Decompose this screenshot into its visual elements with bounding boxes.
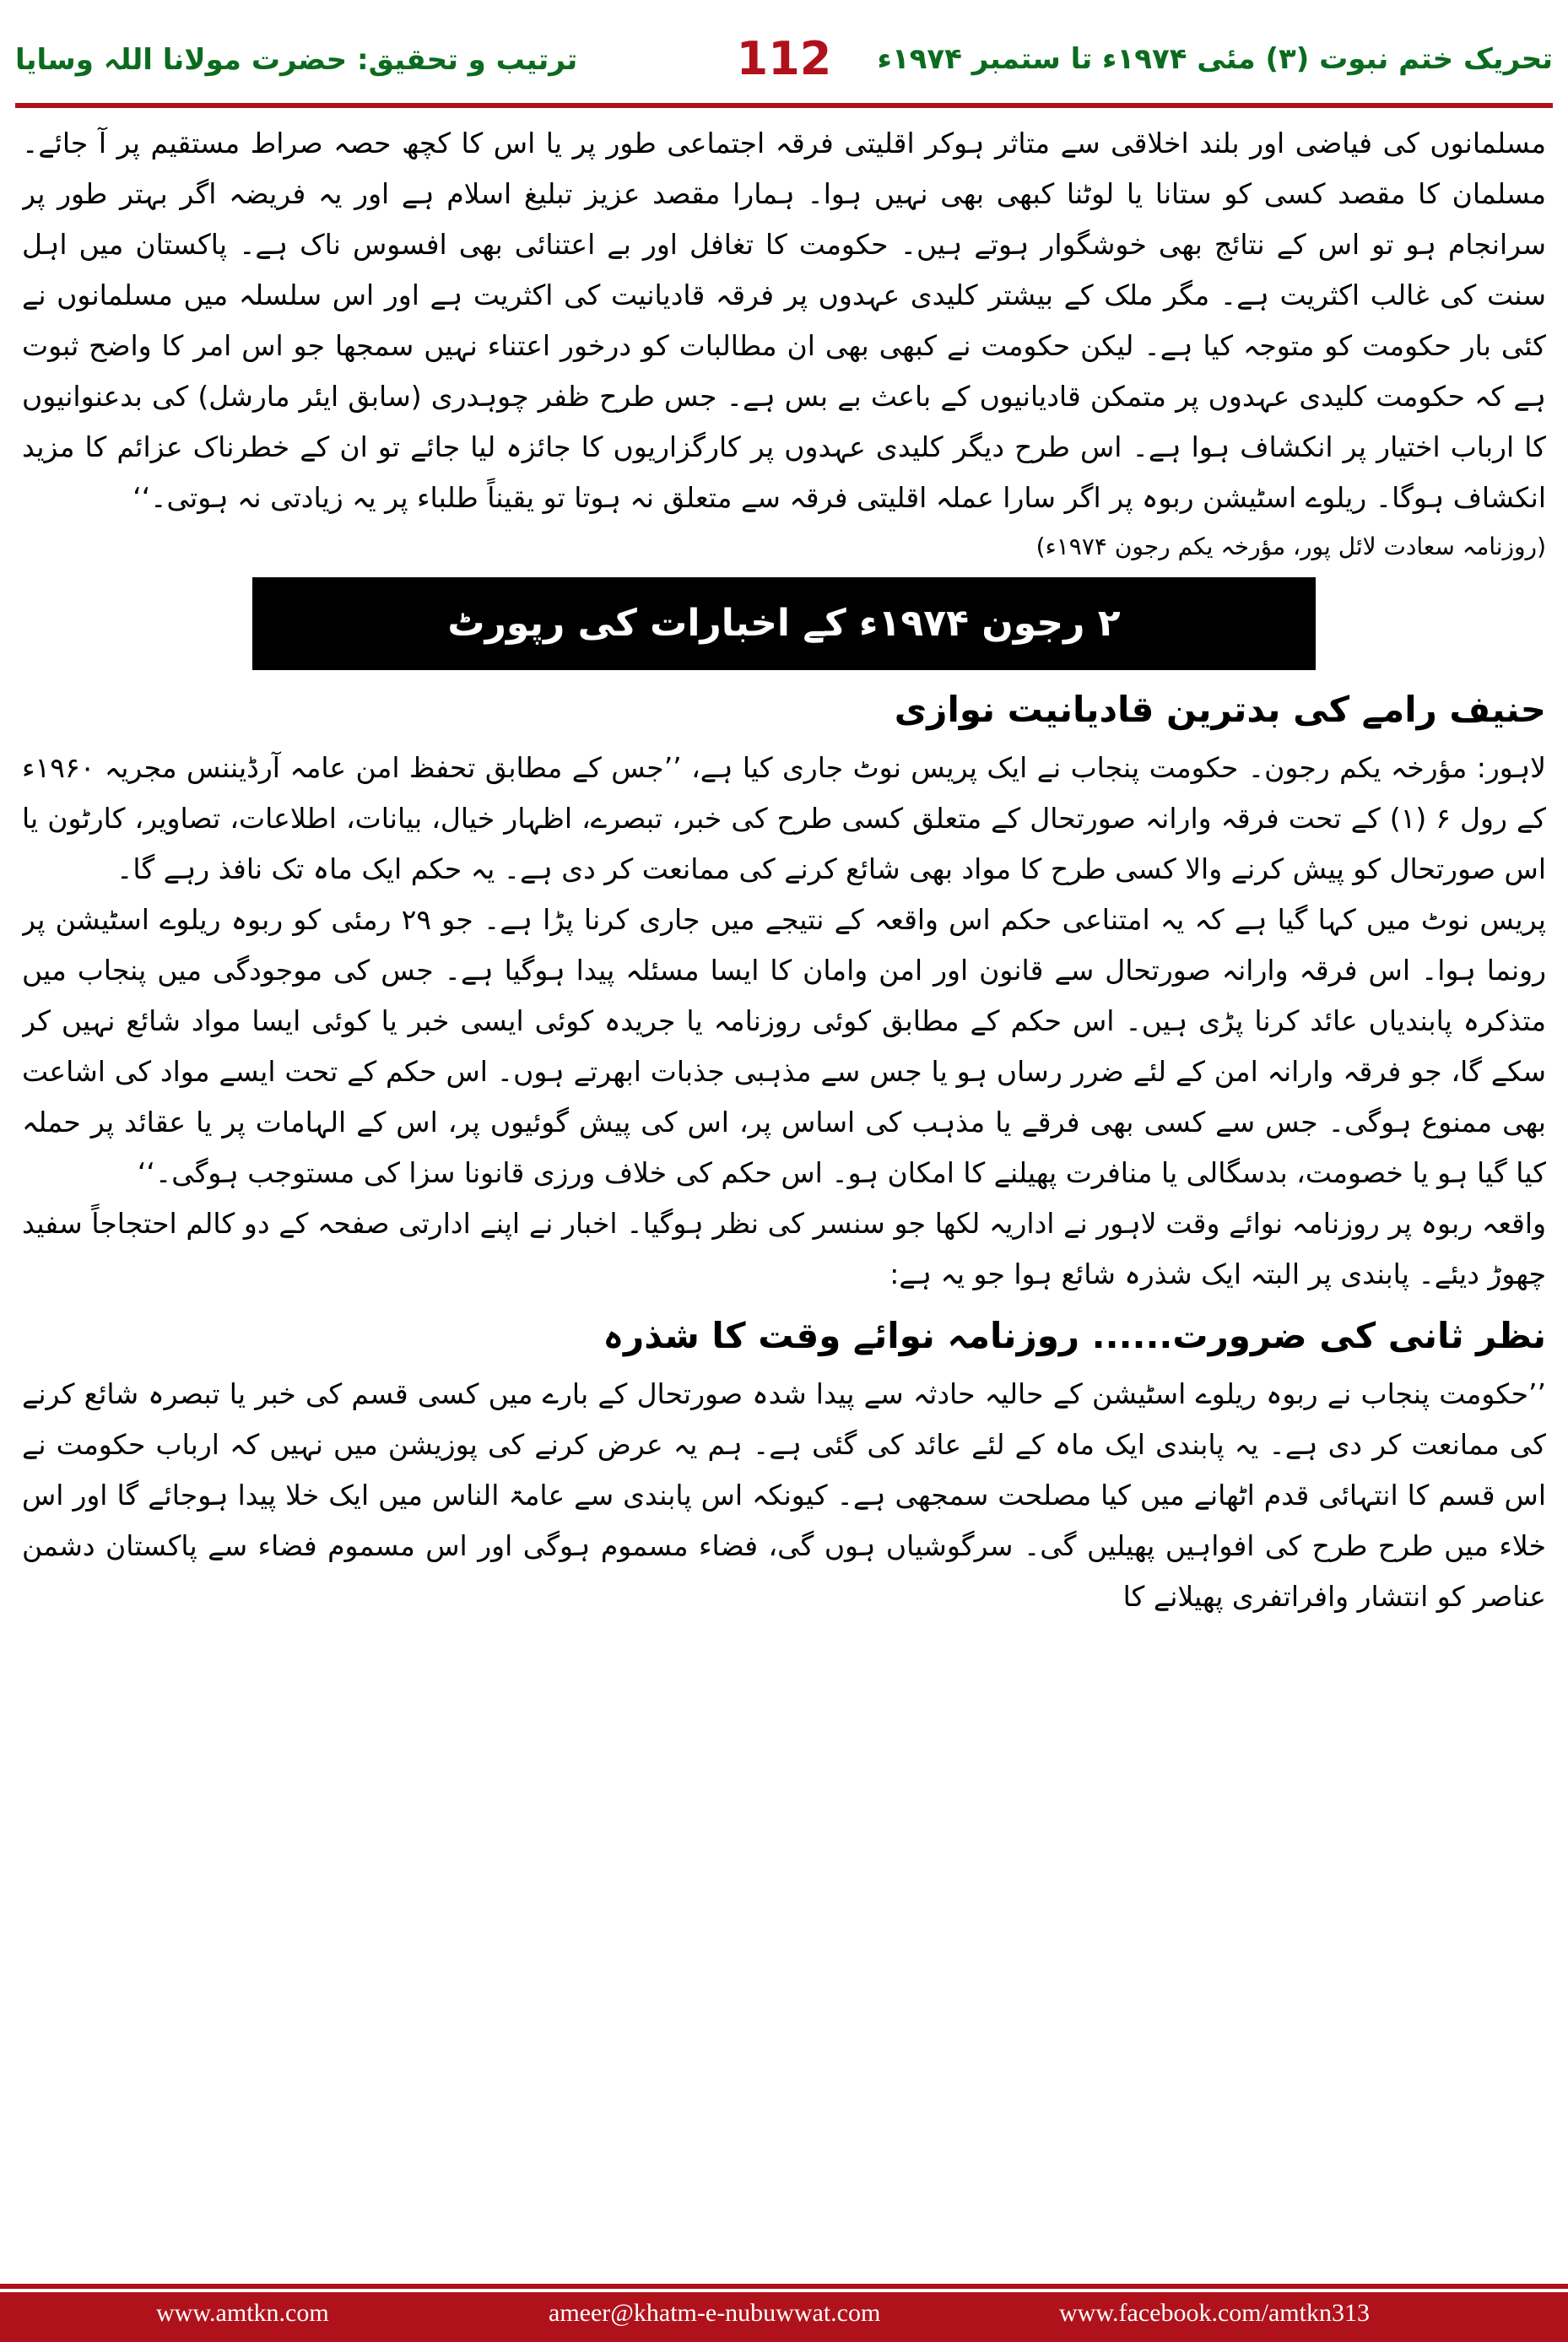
heading-nazar-e-sani: نظر ثانی کی ضرورت...... روزنامہ نوائے وقت کا شذرہ <box>603 1315 1546 1356</box>
section-banner: ۲ رجون ۱۹۷۴ء کے اخبارات کی رپورٹ <box>252 577 1316 670</box>
facebook-link[interactable]: www.facebook.com/amtkn313 <box>1059 2299 1370 2327</box>
heading-hanif-ramay: حنیف رامے کی بدترین قادیانیت نوازی <box>894 689 1546 730</box>
page-number: 112 <box>736 32 832 85</box>
compiler-credit: ترتیب و تحقیق: حضرت مولانا اللہ وسایا <box>15 43 578 77</box>
page-footer <box>0 2292 1568 2342</box>
source-note: (روزنامہ سعادت لائل پور، مؤرخہ یکم رجون ۱۹۷۴ء) <box>1035 533 1546 560</box>
book-title: تحریک ختم نبوت (۳) مئی ۱۹۷۴ء تا ستمبر ۱۹۷۴ء <box>877 42 1553 76</box>
article-body <box>22 118 1546 2262</box>
press-note-details-paragraph: پریس نوٹ میں کہا گیا ہے کہ یہ امتناعی حکم اس واقعہ کے نتیجے میں جاری کرنا پڑا ہے۔ جو ۲۹ رمئی کو ربوہ ریلوے اسٹیشن پر رونما ہوا۔ اس فرقہ وارانہ صورتحال سے قانون اور امن وامان کا ایسا مسئلہ پیدا ہوگیا ہے۔ جس کی موجودگی میں پنجاب میں متذکرہ پابندیاں عائد کرنا پڑی ہیں۔ اس حکم کے مطابق کوئی روزنامہ یا جریدہ کوئی ایسی خبر یا کوئی ایسا مواد شائع نہیں کر سکے گا، جو فرقہ وارانہ امن کے لئے ضرر رساں ہو یا جس سے مذہبی جذبات ابھرتے ہوں۔ اس حکم کے تحت ایسے مواد کی اشاعت بھی ممنوع ہوگی۔ جس سے کسی بھی فرقے یا مذہب کی اساس پر، اس کی پیش گوئیوں پر، اس کے الہامات پر یا عقائد پر حملہ کیا گیا ہو یا خصومت، بدسگالی یا منافرت پھیلنے کا امکان ہو۔ اس حکم کی خلاف ورزی قانونا سزا کی مستوجب ہوگی۔‘‘ <box>22 903 1546 1189</box>
email-link[interactable]: ameer@khatm-e-nubuwwat.com <box>549 2299 881 2327</box>
page-header <box>15 24 1553 108</box>
shazra-paragraph: ’’حکومت پنجاب نے ربوہ ریلوے اسٹیشن کے حالیہ حادثہ سے پیدا شدہ صورتحال کے بارے میں کسی قسم کی خبر یا تبصرہ شائع کرنے کی ممانعت کر دی ہے۔ یہ پابندی ایک ماہ کے لئے عائد کی گئی ہے۔ ہم یہ عرض کرنے کی پوزیشن میں نہیں کہ ارباب حکومت نے اس قسم کا انتہائی قدم اٹھانے میں کیا مصلحت سمجھی ہے۔ کیونکہ اس پابندی سے عامۃ الناس میں ایک خلا پیدا ہوجائے گا اور اس خلاء میں طرح طرح کی افواہیں پھیلیں گی۔ سرگوشیاں ہوں گی، فضاء مسموم ہوگی اور اس مسموم فضاء سے پاکستان دشمن عناصر کو انتشار وافراتفری پھیلانے کا <box>22 1377 1546 1613</box>
opening-paragraph: مسلمانوں کی فیاضی اور بلند اخلاقی سے متاثر ہوکر اقلیتی فرقہ اجتماعی طور پر یا اس کا کچھ حصہ صراط مستقیم پر آ جائے۔ مسلمان کا مقصد کسی کو ستانا یا لوٹنا کبھی بھی نہیں ہوا۔ ہمارا مقصد عزیز تبلیغ اسلام ہے اور یہ فریضہ اگر بہتر طور پر سرانجام ہو تو اس کے نتائج بھی خوشگوار ہوتے ہیں۔ حکومت کا تغافل اور بے اعتنائی بھی افسوس ناک ہے۔ پاکستان میں اہل سنت کی غالب اکثریت ہے۔ مگر ملک کے بیشتر کلیدی عہدوں پر فرقہ قادیانیت کی اکثریت ہے اور اس سلسلہ میں مسلمانوں نے کئی بار حکومت کو متوجہ کیا ہے۔ لیکن حکومت نے کبھی بھی ان مطالبات کو درخور اعتناء نہیں سمجھا جو اس امر کا واضح ثبوت ہے کہ حکومت کلیدی عہدوں پر متمکن قادیانیوں کے باعث بے بس ہے۔ جس طرح ظفر چوہدری (سابق ایئر مارشل) کی بدعنوانیوں کا ارباب اختیار پر انکشاف ہوا ہے۔ اس طرح دیگر کلیدی عہدوں پر کارگزاریوں کا جائزہ لیا جائے تو ان کے خطرناک عزائم کا مزید انکشاف ہوگا۔ ریلوے اسٹیشن ربوہ پر اگر سارا عملہ اقلیتی فرقہ سے متعلق نہ ہوتا تو یقیناً طلباء پر یہ زیادتی نہ ہوتی۔‘‘ <box>22 127 1546 514</box>
footer-divider <box>0 2284 1568 2289</box>
nawai-waqt-paragraph: واقعہ ربوہ پر روزنامہ نوائے وقت لاہور نے اداریہ لکھا جو سنسر کی نظر ہوگیا۔ اخبار نے اپنے ادارتی صفحہ کے دو کالم احتجاجاً سفید چھوڑ دیئے۔ پابندی پر البتہ ایک شذرہ شائع ہوا جو یہ ہے: <box>22 1207 1546 1290</box>
website-link[interactable]: www.amtkn.com <box>156 2299 329 2327</box>
section-banner-wrap <box>22 577 1546 670</box>
press-note-paragraph: لاہور: مؤرخہ یکم رجون۔ حکومت پنجاب نے ایک پریس نوٹ جاری کیا ہے، ’’جس کے مطابق تحفظ امن عامہ آرڈیننس مجریہ ۱۹۶۰ء کے رول ۶ (۱) کے تحت فرقہ وارانہ صورتحال کے متعلق کسی طرح کی خبر، تبصرے، اظہار خیال، بیانات، اطلاعات، تصاویر، کارٹون یا اس صورتحال کو پیش کرنے والا کسی طرح کا مواد بھی شائع کرنے کی ممانعت کر دی ہے۔ یہ حکم ایک ماہ تک نافذ رہے گا۔ <box>22 751 1546 885</box>
header-divider <box>15 103 1553 108</box>
